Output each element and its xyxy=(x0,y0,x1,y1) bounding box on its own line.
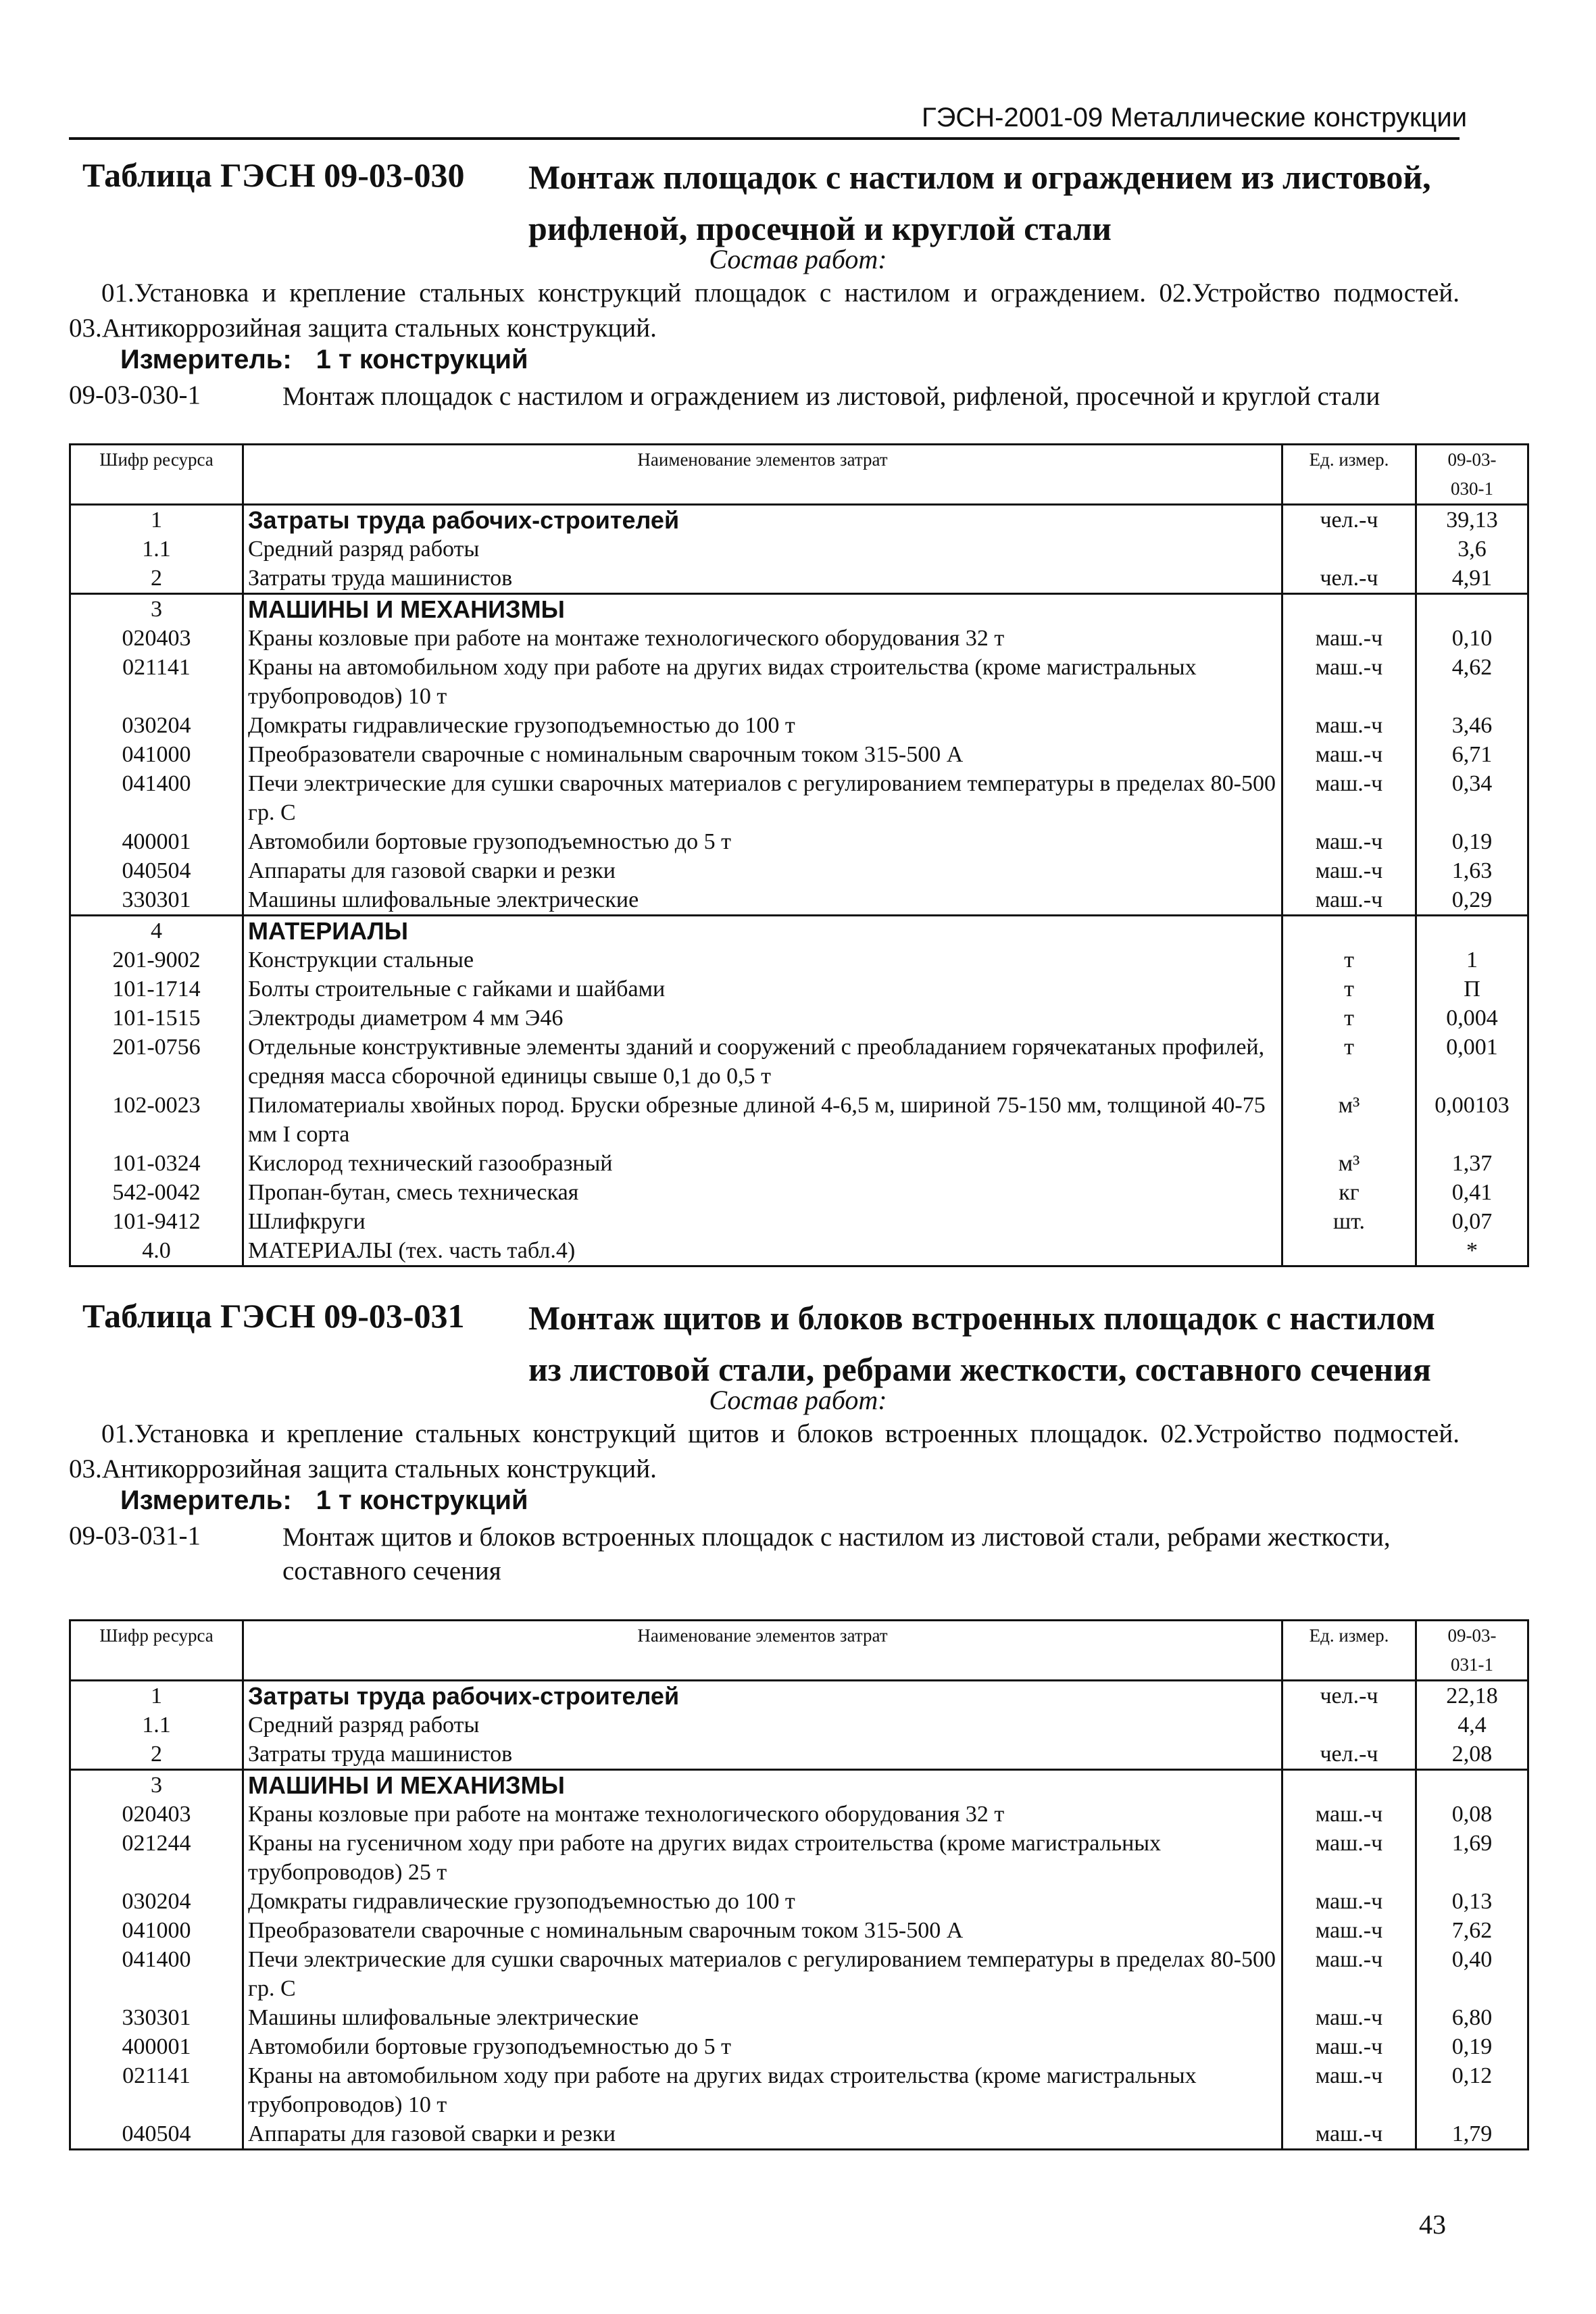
norm-value-cell: 0,40 xyxy=(1416,1945,1528,2003)
table-row xyxy=(70,2032,1528,2061)
cost-item-name-cell: Отдельные конструктивные элементы зданий и сооружений с преобладанием горячекатаных профилей, средняя масса сборочной единицы свыше 0,1 до 0,5 т xyxy=(243,1033,1282,1091)
resource-code-cell: 542-0042 xyxy=(70,1178,243,1207)
resource-code-cell: 041000 xyxy=(70,1916,243,1945)
resource-code-cell: 330301 xyxy=(70,2003,243,2032)
norm-value-cell: 4,91 xyxy=(1416,564,1528,594)
unit-cell: маш.-ч xyxy=(1282,827,1416,856)
table-row xyxy=(70,2003,1528,2032)
table-section-row xyxy=(70,1770,1528,1800)
item-title: Монтаж площадок с настилом и ограждением из листовой, рифленой, просечной и круглой стали xyxy=(282,382,1380,411)
meter-value: 1 т конструкций xyxy=(316,1485,528,1515)
unit-cell xyxy=(1282,1236,1416,1266)
norm-value-cell xyxy=(1416,594,1528,624)
table-row xyxy=(70,1004,1528,1033)
resource-code-cell: 101-1515 xyxy=(70,1004,243,1033)
resource-code-cell: 101-0324 xyxy=(70,1149,243,1178)
table-row xyxy=(70,1149,1528,1178)
norm-value-cell: 1,63 xyxy=(1416,856,1528,885)
cost-item-name-cell: Затраты труда машинистов xyxy=(243,564,1282,594)
cost-item-name-cell: Затраты труда рабочих-строителей xyxy=(243,1681,1282,1711)
table-row xyxy=(70,740,1528,769)
table-row xyxy=(70,564,1528,594)
header-unit: Ед. измер. xyxy=(1282,445,1416,505)
header-name: Наименование элементов затрат xyxy=(243,445,1282,505)
unit-cell xyxy=(1282,535,1416,564)
resource-code-cell: 040504 xyxy=(70,856,243,885)
item-title: Монтаж щитов и блоков встроенных площадок с настилом из листовой стали, ребрами жесткости, составного сечения xyxy=(282,1523,1391,1585)
resource-code-cell: 3 xyxy=(70,1770,243,1800)
cost-item-name-cell: Кислород технический газообразный xyxy=(243,1149,1282,1178)
norm-value-cell: 0,13 xyxy=(1416,1887,1528,1916)
resource-code-cell: 020403 xyxy=(70,624,243,653)
table-title-line: из листовой стали, ребрами жесткости, составного сечения xyxy=(528,1350,1431,1388)
header-norm-code xyxy=(1416,445,1528,505)
cost-item-name-cell: Средний разряд работы xyxy=(243,535,1282,564)
norm-value-cell: * xyxy=(1416,1236,1528,1266)
meter-label: Измеритель: xyxy=(120,345,292,374)
unit-cell: маш.-ч xyxy=(1282,885,1416,916)
table-row xyxy=(70,945,1528,975)
norm-value-cell: 1 xyxy=(1416,945,1528,975)
unit-cell: чел.-ч xyxy=(1282,1681,1416,1711)
works-text: 01.Установка и крепление стальных конструкций щитов и блоков встроенных площадок. 02.Устройство подмостей. 03.Антикоррозийная защита стальных конструкций. xyxy=(69,1419,1460,1483)
meter-label: Измеритель: xyxy=(120,1485,292,1515)
resource-code-cell: 101-9412 xyxy=(70,1207,243,1236)
resource-code-cell: 2 xyxy=(70,1740,243,1770)
resource-code-cell: 400001 xyxy=(70,2032,243,2061)
table-row xyxy=(70,2061,1528,2119)
table-row xyxy=(70,1829,1528,1887)
unit-cell: маш.-ч xyxy=(1282,1829,1416,1887)
cost-item-name-cell: Краны козловые при работе на монтаже технологического оборудования 32 т xyxy=(243,624,1282,653)
cost-item-name-cell: МАТЕРИАЛЫ (тех. часть табл.4) xyxy=(243,1236,1282,1266)
norm-value-cell: 0,001 xyxy=(1416,1033,1528,1091)
table-row xyxy=(70,1033,1528,1091)
cost-item-name-cell: Домкраты гидравлические грузоподъемностью до 100 т xyxy=(243,711,1282,740)
unit-cell: маш.-ч xyxy=(1282,653,1416,711)
resource-code-cell: 021244 xyxy=(70,1829,243,1887)
table-row xyxy=(70,827,1528,856)
norm-value-cell: 7,62 xyxy=(1416,1916,1528,1945)
norm-value-cell: 0,19 xyxy=(1416,2032,1528,2061)
resource-code-cell: 1 xyxy=(70,505,243,535)
cost-item-name-cell: Затраты труда машинистов xyxy=(243,1740,1282,1770)
table-row xyxy=(70,1740,1528,1770)
cost-item-name-cell: Краны на автомобильном ходу при работе на других видах строительства (кроме магистральных трубопроводов) 10 т xyxy=(243,653,1282,711)
cost-item-name-cell: Преобразователи сварочные с номинальным сварочным током 315-500 А xyxy=(243,1916,1282,1945)
meter-value: 1 т конструкций xyxy=(316,345,528,374)
norm-value-cell: 4,4 xyxy=(1416,1710,1528,1740)
table-row xyxy=(70,1178,1528,1207)
resource-code-cell: 030204 xyxy=(70,711,243,740)
cost-item-name-cell: Печи электрические для сушки сварочных материалов с регулированием температуры в пределах 80-500 гр. С xyxy=(243,769,1282,827)
header-norm-code-line: 031-1 xyxy=(1451,1654,1493,1675)
cost-item-name-cell: Краны на гусеничном ходу при работе на других видах строительства (кроме магистральных трубопроводов) 25 т xyxy=(243,1829,1282,1887)
table-row xyxy=(70,1091,1528,1149)
unit-cell: т xyxy=(1282,1004,1416,1033)
norm-value-cell: 0,07 xyxy=(1416,1207,1528,1236)
table-row xyxy=(70,535,1528,564)
resource-code-cell: 102-0023 xyxy=(70,1091,243,1149)
unit-cell: чел.-ч xyxy=(1282,564,1416,594)
norm-value-cell: 1,37 xyxy=(1416,1149,1528,1178)
cost-item-name-cell: МАТЕРИАЛЫ xyxy=(243,916,1282,946)
unit-cell: маш.-ч xyxy=(1282,856,1416,885)
table-row xyxy=(70,1945,1528,2003)
table-title-line: Монтаж площадок с настилом и ограждением из листовой, xyxy=(528,158,1431,196)
table-title xyxy=(528,151,1461,254)
norm-value-cell: 2,08 xyxy=(1416,1740,1528,1770)
cost-item-name-cell: Краны на автомобильном ходу при работе на других видах строительства (кроме магистральных трубопроводов) 10 т xyxy=(243,2061,1282,2119)
cost-item-name-cell: Домкраты гидравлические грузоподъемностью до 100 т xyxy=(243,1887,1282,1916)
resource-code-cell: 1 xyxy=(70,1681,243,1711)
cost-item-name-cell: Аппараты для газовой сварки и резки xyxy=(243,2119,1282,2150)
norm-value-cell: 39,13 xyxy=(1416,505,1528,535)
unit-cell: м³ xyxy=(1282,1091,1416,1149)
resource-code-cell: 021141 xyxy=(70,2061,243,2119)
unit-cell: маш.-ч xyxy=(1282,740,1416,769)
table-code: Таблица ГЭСН 09-03-030 xyxy=(82,156,465,194)
resource-code-cell: 021141 xyxy=(70,653,243,711)
table-row xyxy=(70,2119,1528,2150)
norm-value-cell xyxy=(1416,1770,1528,1800)
header-norm-code-line: 09-03- xyxy=(1447,449,1497,470)
table-row xyxy=(70,1916,1528,1945)
cost-item-name-cell: Машины шлифовальные электрические xyxy=(243,2003,1282,2032)
unit-cell: чел.-ч xyxy=(1282,1740,1416,1770)
table-row xyxy=(70,975,1528,1004)
norm-value-cell: 6,80 xyxy=(1416,2003,1528,2032)
unit-cell: шт. xyxy=(1282,1207,1416,1236)
unit-cell: м³ xyxy=(1282,1149,1416,1178)
unit-cell: маш.-ч xyxy=(1282,2061,1416,2119)
unit-cell xyxy=(1282,1770,1416,1800)
resource-code-cell: 1.1 xyxy=(70,1710,243,1740)
cost-item-name-cell: Автомобили бортовые грузоподъемностью до 5 т xyxy=(243,2032,1282,2061)
item-code: 09-03-031-1 xyxy=(69,1521,201,1550)
norm-value-cell: П xyxy=(1416,975,1528,1004)
header-unit: Ед. измер. xyxy=(1282,1621,1416,1681)
unit-cell: маш.-ч xyxy=(1282,1916,1416,1945)
norm-value-cell: 4,62 xyxy=(1416,653,1528,711)
unit-cell: кг xyxy=(1282,1178,1416,1207)
norm-value-cell: 0,10 xyxy=(1416,624,1528,653)
resource-code-cell: 101-1714 xyxy=(70,975,243,1004)
works-text: 01.Установка и крепление стальных конструкций площадок с настилом и ограждением. 02.Устройство подмостей. 03.Антикоррозийная защита стальных конструкций. xyxy=(69,278,1460,343)
unit-cell: маш.-ч xyxy=(1282,1945,1416,2003)
resource-code-cell: 201-0756 xyxy=(70,1033,243,1091)
resource-code-cell: 041400 xyxy=(70,769,243,827)
cost-item-name-cell: Пропан-бутан, смесь техническая xyxy=(243,1178,1282,1207)
header-code: Шифр ресурса xyxy=(70,1621,243,1681)
composition-label: Состав работ: xyxy=(709,244,887,274)
table-row xyxy=(70,1887,1528,1916)
table-row xyxy=(70,1207,1528,1236)
norm-value-cell: 0,12 xyxy=(1416,2061,1528,2119)
resource-code-cell: 4 xyxy=(70,916,243,946)
norm-value-cell: 0,08 xyxy=(1416,1800,1528,1829)
cost-item-name-cell: Краны козловые при работе на монтаже технологического оборудования 32 т xyxy=(243,1800,1282,1829)
cost-item-name-cell: Аппараты для газовой сварки и резки xyxy=(243,856,1282,885)
meter-line xyxy=(120,345,528,375)
norm-value-cell: 0,00103 xyxy=(1416,1091,1528,1149)
unit-cell: чел.-ч xyxy=(1282,505,1416,535)
norm-value-cell: 1,69 xyxy=(1416,1829,1528,1887)
page-number: 43 xyxy=(1419,2209,1446,2240)
unit-cell: маш.-ч xyxy=(1282,711,1416,740)
resource-code-cell: 1.1 xyxy=(70,535,243,564)
norm-value-cell xyxy=(1416,916,1528,946)
meter-line xyxy=(120,1485,528,1516)
table-row xyxy=(70,711,1528,740)
resource-code-cell: 400001 xyxy=(70,827,243,856)
table-row xyxy=(70,1681,1528,1711)
resource-code-cell: 041000 xyxy=(70,740,243,769)
cost-item-name-cell: Пиломатериалы хвойных пород. Бруски обрезные длиной 4-6,5 м, шириной 75-150 мм, толщиной 40-75 мм I сорта xyxy=(243,1091,1282,1149)
table-row xyxy=(70,1710,1528,1740)
norm-value-cell: 6,71 xyxy=(1416,740,1528,769)
unit-cell xyxy=(1282,916,1416,946)
table-row xyxy=(70,1236,1528,1266)
resource-code-cell: 041400 xyxy=(70,1945,243,2003)
header-rule xyxy=(69,137,1460,140)
cost-item-name-cell: Болты строительные с гайками и шайбами xyxy=(243,975,1282,1004)
resource-code-cell: 2 xyxy=(70,564,243,594)
resource-code-cell: 020403 xyxy=(70,1800,243,1829)
cost-item-name-cell: Конструкции стальные xyxy=(243,945,1282,975)
resource-code-cell: 3 xyxy=(70,594,243,624)
running-header: ГЭСН-2001-09 Металлические конструкции xyxy=(922,103,1468,132)
table-header-row xyxy=(70,1621,1528,1681)
unit-cell: т xyxy=(1282,945,1416,975)
norm-value-cell: 1,79 xyxy=(1416,2119,1528,2150)
table-header-row xyxy=(70,445,1528,505)
header-norm-code-line: 09-03- xyxy=(1447,1625,1497,1646)
unit-cell: маш.-ч xyxy=(1282,2032,1416,2061)
cost-item-name-cell: МАШИНЫ И МЕХАНИЗМЫ xyxy=(243,1770,1282,1800)
resource-code-cell: 201-9002 xyxy=(70,945,243,975)
cost-item-name-cell: Средний разряд работы xyxy=(243,1710,1282,1740)
unit-cell: маш.-ч xyxy=(1282,2119,1416,2150)
header-code: Шифр ресурса xyxy=(70,445,243,505)
unit-cell: т xyxy=(1282,1033,1416,1091)
resource-code-cell: 040504 xyxy=(70,2119,243,2150)
composition-label: Состав работ: xyxy=(709,1385,887,1415)
unit-cell: маш.-ч xyxy=(1282,1800,1416,1829)
item-code: 09-03-030-1 xyxy=(69,380,201,410)
table-title-line: рифленой, просечной и круглой стали xyxy=(528,210,1112,247)
cost-item-name-cell: МАШИНЫ И МЕХАНИЗМЫ xyxy=(243,594,1282,624)
table-title xyxy=(528,1292,1461,1395)
unit-cell: маш.-ч xyxy=(1282,624,1416,653)
table-code: Таблица ГЭСН 09-03-031 xyxy=(82,1297,465,1335)
header-norm-code-line: 030-1 xyxy=(1451,478,1493,499)
cost-item-name-cell: Автомобили бортовые грузоподъемностью до 5 т xyxy=(243,827,1282,856)
unit-cell xyxy=(1282,594,1416,624)
norm-value-cell: 0,004 xyxy=(1416,1004,1528,1033)
table-row xyxy=(70,505,1528,535)
cost-item-name-cell: Преобразователи сварочные с номинальным сварочным током 315-500 А xyxy=(243,740,1282,769)
table-section-row xyxy=(70,594,1528,624)
table-row xyxy=(70,624,1528,653)
table-row xyxy=(70,885,1528,916)
resource-code-cell: 030204 xyxy=(70,1887,243,1916)
cost-item-name-cell: Машины шлифовальные электрические xyxy=(243,885,1282,916)
header-norm-code xyxy=(1416,1621,1528,1681)
cost-item-name-cell: Шлифкруги xyxy=(243,1207,1282,1236)
table-row xyxy=(70,769,1528,827)
unit-cell: маш.-ч xyxy=(1282,2003,1416,2032)
table-section-row xyxy=(70,916,1528,946)
table-row xyxy=(70,1800,1528,1829)
table-row xyxy=(70,653,1528,711)
cost-item-name-cell: Затраты труда рабочих-строителей xyxy=(243,505,1282,535)
table-row xyxy=(70,856,1528,885)
norm-value-cell: 3,46 xyxy=(1416,711,1528,740)
norm-value-cell: 0,41 xyxy=(1416,1178,1528,1207)
norm-value-cell: 3,6 xyxy=(1416,535,1528,564)
norm-value-cell: 0,34 xyxy=(1416,769,1528,827)
table-title-line: Монтаж щитов и блоков встроенных площадок с настилом xyxy=(528,1299,1435,1337)
norm-value-cell: 0,19 xyxy=(1416,827,1528,856)
resource-code-cell: 330301 xyxy=(70,885,243,916)
norm-value-cell: 22,18 xyxy=(1416,1681,1528,1711)
resource-code-cell: 4.0 xyxy=(70,1236,243,1266)
unit-cell: маш.-ч xyxy=(1282,1887,1416,1916)
unit-cell xyxy=(1282,1710,1416,1740)
header-name: Наименование элементов затрат xyxy=(243,1621,1282,1681)
norm-value-cell: 0,29 xyxy=(1416,885,1528,916)
cost-item-name-cell: Электроды диаметром 4 мм Э46 xyxy=(243,1004,1282,1033)
norm-table xyxy=(69,443,1529,1267)
unit-cell: т xyxy=(1282,975,1416,1004)
cost-item-name-cell: Печи электрические для сушки сварочных материалов с регулированием температуры в пределах 80-500 гр. С xyxy=(243,1945,1282,2003)
norm-table xyxy=(69,1619,1529,2150)
unit-cell: маш.-ч xyxy=(1282,769,1416,827)
